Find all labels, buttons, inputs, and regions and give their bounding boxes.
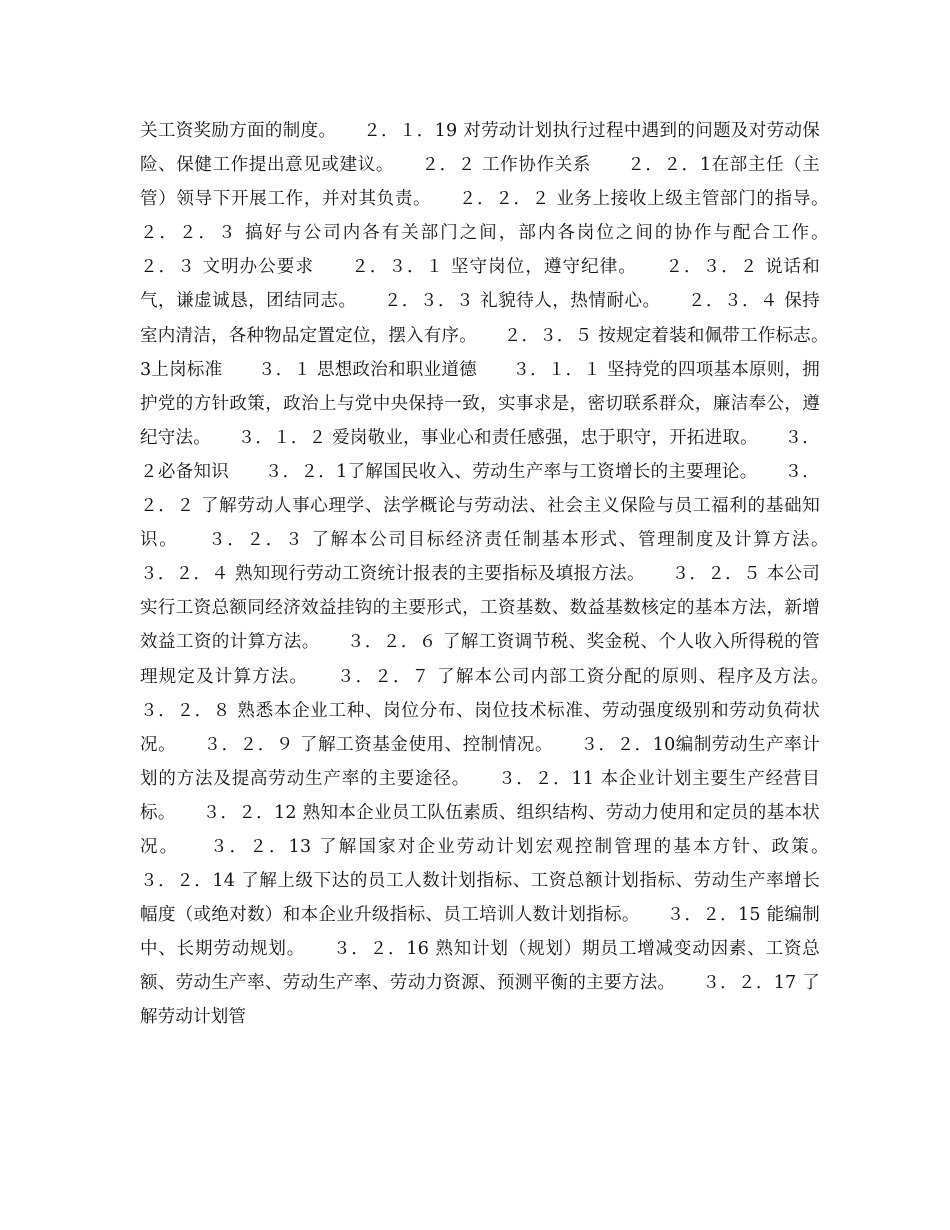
body-paragraph: 关工资奖励方面的制度。 ２．１．19 对劳动计划执行过程中遇到的问题及对劳动保险、保健工作提出意见或建议。 ２．２ 工作协作关系 ２．２．1在部主任（主管）领导下开展工作，并对其负责。 ２．２．２ 业务上接收上级主管部门的指导。 ２．２．３ 搞好与公司内各有关部门之间，部内各岗位之间的协作与配合工作。 ２．３ 文明办公要求 ２．３．１ 坚守岗位，遵守纪律。 ２．３．２ 说话和气，谦虚诚恳，团结同志。 ２．３．３ 礼貌待人，热情耐心。 ２．３．４ 保持室内清洁，各种物品定置定位，摆入有序。 ２．３．５ 按规定着装和佩带工作标志。 3上岗标准 ３．１ 思想政治和职业道德 ３．１．１ 坚持党的四项基本原则，拥护党的方针政策，政治上与党中央保持一致，实事求是，密切联系群众，廉洁奉公，遵纪守法。 ３．１．２ 爱岗敬业，事业心和责任感强，忠于职守，开拓进取。 ３．２必备知识 ３．２．1了解国民收入、劳动生产率与工资增长的主要理论。 ３．２．２ 了解劳动人事心理学、法学概论与劳动法、社会主义保险与员工福利的基础知识。 ３．２．３ 了解本公司目标经济责任制基本形式、管理制度及计算方法。 ３．２．４ 熟知现行劳动工资统计报表的主要指标及填报方法。 ３．２．５ 本公司实行工资总额同经济效益挂钩的主要形式，工资基数、数益基数核定的基本方法，新增效益工资的计算方法。 ３．２．６ 了解工资调节税、奖金税、个人收入所得税的管理规定及计算方法。 ３．２．７ 了解本公司内部工资分配的原则、程序及方法。 ３．２．８ 熟悉本企业工种、岗位分布、岗位技术标准、劳动强度级别和劳动负荷状况。 ３．２．９ 了解工资基金使用、控制情况。 ３．２．10编制劳动生产率计划的方法及提高劳动生产率的主要途径。 ３．２．11 本企业计划主要生产经营目标。 ３．２．12 熟知本企业员工队伍素质、组织结构、劳动力使用和定员的基本状况。 ３．２．13 了解国家对企业劳动计划宏观控制管理的基本方针、政策。 ３．２．14 了解上级下达的员工人数计划指标、工资总额计划指标、劳动生产率增长幅度（或绝对数）和本企业升级指标、员工培训人数计划指标。 ３．２．15 能编制中、长期劳动规划。 ３．２．16 熟知计划（规划）期员工增减变动因素、工资总额、劳动生产率、劳动生产率、劳动力资源、预测平衡的主要方法。 ３．２．17 了解劳动计划管 xyxy=(140,121,856,1028)
